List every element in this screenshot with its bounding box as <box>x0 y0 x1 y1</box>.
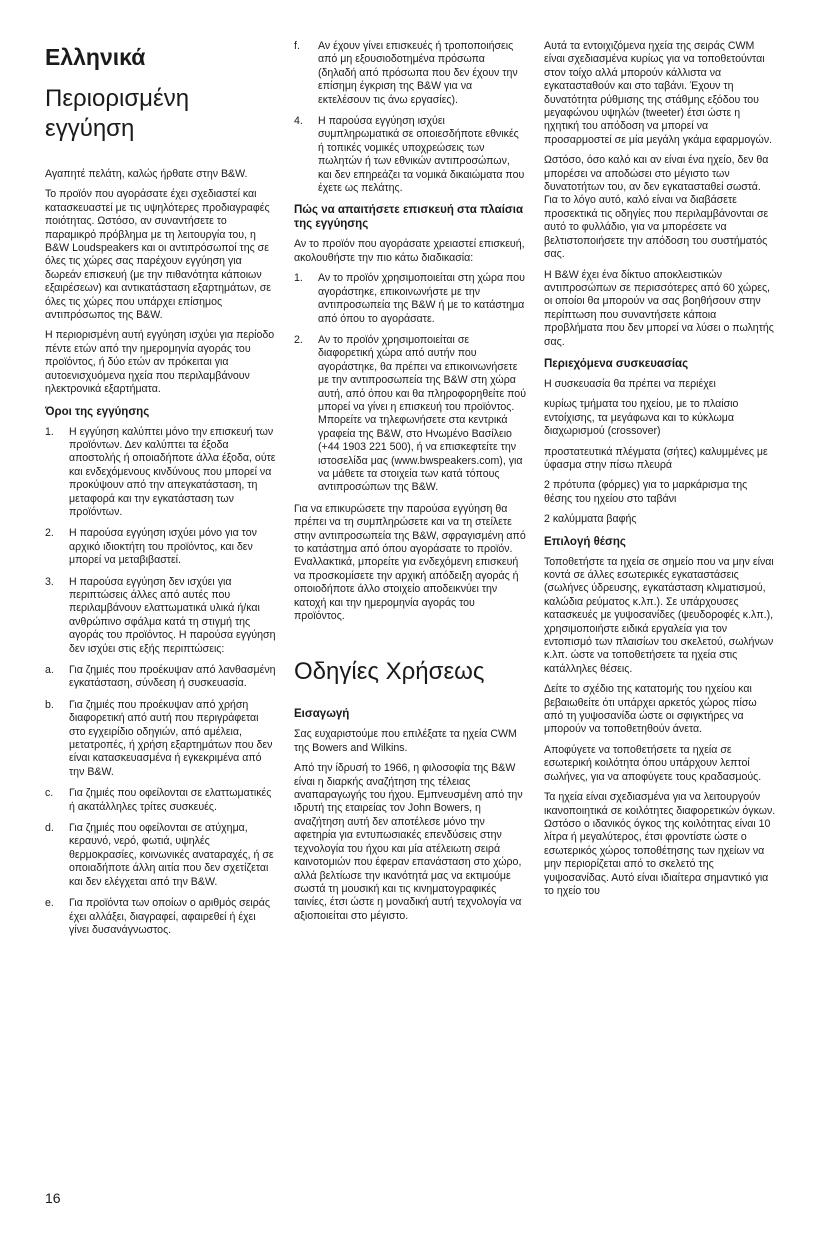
claim-steps <box>294 272 526 495</box>
paragraph: κυρίως τμήματα του ηχείου, με το πλαίσιο εντοίχισης, τα μεγάφωνα και το κύκλωμα διαχωρισμού (crossover) <box>544 398 739 438</box>
list-text: Αν το προϊόν χρησιμοποιείται σε διαφορετική χώρα από αυτήν που αγοράστηκε, θα πρέπει να επικοινωνήσετε με την αντιπροσωπεία της B&W στη χώρα αυτή, από όπου και θα πληροφορηθείτε πού μπορεί να γίνει η επισκευή του προϊόντος. Μπορείτε να τηλεφωνήσετε στα κεντρικά γραφεία της B&W, στο Ηνωμένο Βασίλειο (+44 1903 221 500), ή να επισκεφτείτε την ιστοσελίδα μας (www.bwspeakers.com), για να μάθετε τα στοιχεία των κατά τόπους αντιπροσώπων της B&W. <box>318 333 526 494</box>
list-item <box>294 115 526 195</box>
list-item <box>45 822 277 889</box>
column-3 <box>544 40 776 905</box>
terms-heading: Όροι της εγγύησης <box>45 405 150 418</box>
list-text: Η παρούσα εγγύηση ισχύει συμπληρωματικά σε οποιεσδήποτε εθνικές ή τοπικές νομικές υποχρεώσεις των πωλητών ή των εθνικών αντιπροσώπων, και δεν επηρεάζει τα νομικά δικαιώματα που έχετε ως πελάτης. <box>318 115 525 195</box>
paragraph: Τα ηχεία είναι σχεδιασμένα για να λειτουργούν ικανοποιητικά σε κοιλότητες διαφορετικών όγκων. Ωστόσο ο ιδανικός όγκος της κοιλότητας είναι 10 λίτρα ή μεγαλύτερος, έτσι φροντίστε ώστε ο εσωτερικός χώρος τοποθέτησης των ηχείων να μην περιορίζεται από το σκελετό της γυψοσανίδας. Αυτό είναι ιδιαίτερα σημαντικό για το ηχείο του <box>544 791 776 897</box>
list-item <box>294 272 526 326</box>
list-text: Η εγγύηση καλύπτει μόνο την επισκευή των προϊόντων. Δεν καλύπτει τα έξοδα αποστολής ή οποιαδήποτε άλλα έξοδα, ούτε και ενδεχόμενους κινδύνους που μπορεί να προκύψουν από την απεγκατάσταση, τη μεταφορά και την εγκατάσταση των προϊόντων. <box>69 425 276 518</box>
list-item <box>45 576 277 656</box>
list-marker: a. <box>45 664 54 676</box>
list-text: Για ζημιές που οφείλονται σε ελαττωματικές ή ακατάλληλες τρίτες συσκευές. <box>69 787 272 813</box>
list-marker: e. <box>45 897 54 910</box>
list-text: Αν έχουν γίνει επισκευές ή τροποποιήσεις από μη εξουσιοδοτημένα πρόσωπα (δηλαδή από πρόσωπα που δεν έχουν την επίσημη έγκριση της B&W για να εκτελέσουν τις άνω εργασίες). <box>318 40 518 106</box>
list-item <box>294 334 526 495</box>
list-item <box>45 699 277 779</box>
paragraph: Τοποθετήστε τα ηχεία σε σημείο που να μην είναι κοντά σε άλλες εσωτερικές εγκαταστάσεις (σωλήνες ύδρευσης, εγκατάσταση κλιματισμού, καλώδια ρεύματος κ.λπ.). Σε υπάρχουσες κατασκευές με γυψοσανίδες (ψευδοροφές κ.λπ.), χρησιμοποιήστε ειδικά εργαλεία για τον εντοπισμό των πλαισίων του σκελετού, σωλήνων κ.λπ. ώστε να τοποθετήσετε τα ηχεία στις κατάλληλες θέσεις. <box>544 555 774 675</box>
list-text: Η παρούσα εγγύηση ισχύει μόνο για τον αρχικό ιδιοκτήτη του προϊόντος, και δεν μπορεί να μεταβιβαστεί. <box>69 527 257 567</box>
list-marker: c. <box>45 787 54 800</box>
column-2 <box>294 40 526 930</box>
language-heading: Ελληνικά <box>45 44 146 70</box>
paragraph: Αποφύγετε να τοποθετήσετε τα ηχεία σε εσωτερική κοιλότητα όπου υπάρχουν λεπτοί σωλήνες, για να αποφύγετε τους κραδασμούς. <box>544 743 762 783</box>
list-text: Για ζημιές που οφείλονται σε ατύχημα, κεραυνό, νερό, φωτιά, υψηλές θερμοκρασίες, κοινωνικές αναταραχές, ή σε οποιαδήποτε άλλη αιτία που δεν σχετίζεται και δεν ελέγχεται από την B&W. <box>69 822 274 888</box>
list-item <box>45 664 277 691</box>
paragraph: Για να επικυρώσετε την παρούσα εγγύηση θα πρέπει να τη συμπληρώσετε και να τη στείλετε στην αντιπροσωπεία της B&W, σφραγισμένη από το κατάστημα από όπου αγοράσατε το προϊόν. Εναλλακτικά, μπορείτε για ενδεχόμενη επισκευή να προσκομίσετε την αρχική απόδειξη αγοράς ή οποιοδήποτε άλλο στοιχείο αποδεικνύει την κατοχή και την ημερομηνία αγοράς του προϊόντος. <box>294 502 526 623</box>
warranty-title: Περιορισμένη εγγύηση <box>45 85 190 142</box>
intro-heading: Εισαγωγή <box>294 708 350 721</box>
list-item <box>45 426 277 520</box>
paragraph: Δείτε το σχέδιο της κατατομής του ηχείου και βεβαιωθείτε ότι υπάρχει αρκετός χώρος πίσω από τη γυψοσανίδα ώστε οι σφιγκτήρες να μπορούν να τοποθετηθούν άνετα. <box>544 683 757 736</box>
list-text: Για ζημιές που προέκυψαν από χρήση διαφορετική από αυτή που περιγράφεται στο εγχειρίδιο οδηγιών, από αμέλεια, μετατροπές, ή χρήση εξαρτημάτων που δεν είναι κατασκευασμένα ή εγκεκριμένα από την B&W. <box>69 698 273 778</box>
list-item <box>294 40 526 107</box>
paragraph: Η συσκευασία θα πρέπει να περιέχει <box>544 377 716 390</box>
list-marker: 1. <box>45 425 54 438</box>
paragraph: Η περιορισμένη αυτή εγγύηση ισχύει για περίοδο πέντε ετών από την ημερομηνία αγοράς του προϊόντος, ή δύο ετών αν πρόκειται για αυτοενισχυόμενα ηχεία που περιλαμβάνουν ηλεκτρονικά εξαρτήματα. <box>45 329 275 396</box>
paragraph: Σας ευχαριστούμε που επιλέξατε τα ηχεία CWM της Bowers and Wilkins. <box>294 728 517 754</box>
list-marker: 4. <box>294 115 303 128</box>
list-text: Για προϊόντα των οποίων ο αριθμός σειράς έχει αλλάξει, διαγραφεί, αφαιρεθεί ή έχει γίνει δυσανάγνωστος. <box>69 897 271 936</box>
paragraph: 2 καλύμματα βαφής <box>544 513 637 526</box>
paragraph: Αγαπητέ πελάτη, καλώς ήρθατε στην B&W. <box>45 168 248 180</box>
list-marker: b. <box>45 698 54 711</box>
list-marker: f. <box>294 40 300 52</box>
paragraph: Αυτά τα εντοιχιζόμενα ηχεία της σειράς CWM είναι σχεδιασμένα κυρίως για να τοποθετούνται στον τοίχο αλλά μπορούν κάλλιστα να εγκατασταθούν και στο ταβάνι. Έχουν τη δυνατότητα ρύθμισης της στάθμης εξόδου του μεγαφώνου υψηλών (tweeter) έτσι ώστε η ηχητική του απόδοση να μπορεί να προσαρμοστεί σε μία μεγάλη γκάμα εφαρμογών. <box>544 40 773 146</box>
claim-heading: Πώς να απαιτήσετε επισκευή στα πλαίσια της εγγύησης <box>294 204 524 231</box>
paragraph: προστατευτικά πλέγματα (σήτες) καλυμμένες με ύφασμα στην πίσω πλευρά <box>544 445 768 471</box>
list-text: Η παρούσα εγγύηση δεν ισχύει για περιπτώσεις άλλες από αυτές που περιλαμβάνουν ελαττωματικά υλικά ή/και ανθρώπινο σφάλμα κατά τη στιγμή της αγοράς του προϊόντος. Η παρούσα εγγύηση δεν ισχύει στις εξής περιπτώσεις: <box>69 575 276 655</box>
contents-heading: Περιεχόμενα συσκευασίας <box>544 357 689 370</box>
list-item <box>45 897 277 937</box>
column-1 <box>45 40 277 945</box>
list-marker: 3. <box>45 575 54 588</box>
page-number: 16 <box>45 1190 61 1206</box>
list-text: Αν το προϊόν χρησιμοποιείται στη χώρα που αγοράστηκε, επικοινωνήστε με την αντιπροσωπεία της B&W ή με το κατάστημα από όπου το αγοράσατε. <box>318 272 525 325</box>
paragraph: 2 πρότυπα (φόρμες) για το μαρκάρισμα της θέσης του ηχείου στο ταβάνι <box>544 479 748 505</box>
paragraph: Ωστόσο, όσο καλό και αν είναι ένα ηχείο, δεν θα μπορέσει να αποδώσει στο μέγιστο των δυνατοτήτων του, αν δεν εγκατασταθεί σωστά. Για το λόγο αυτό, καλό είναι να διαβάσετε προσεκτικά τις οδηγίες που περιλαμβάνονται σε αυτό το φυλλάδιο, για να μπορέσετε να βελτιστοποιήσετε την απόδοση του συστήματός σας. <box>544 154 769 261</box>
list-item <box>45 787 277 814</box>
paragraph: Από την ίδρυσή το 1966, η φιλοσοφία της B&W είναι η διαρκής αναζήτηση της τέλειας αναπαραγωγής του ήχου. Εμπνευσμένη από την ιδρυτή της εταιρείας τον John Bowers, η αναζήτηση αυτή δεν αποτέλεσε μόνο την αφετηρία για εντυπωσιακές επενδύσεις στην τεχνολογία του ήχου και μία ατέλειωτη σειρά καινοτομιών που έφεραν επανάσταση στο χώρο, αλλά βελτίωσε την ικανότητά μας να εκτιμούμε σωστά τη μουσική και τις κινηματογραφικές ταινίες, έτσι ώστε η μοναδική αυτή τεχνολογία να αξιοποιείται στο μέγιστο. <box>294 762 523 922</box>
list-marker: 2. <box>45 527 54 540</box>
terms-list <box>45 426 277 938</box>
list-item <box>45 527 277 567</box>
manual-title: Οδηγίες Χρήσεως <box>294 658 485 686</box>
list-marker: d. <box>45 822 54 835</box>
paragraph: Το προϊόν που αγοράσατε έχει σχεδιαστεί και κατασκευαστεί με τις υψηλότερες προδιαγραφές ποιότητας. Ωστόσο, αν συναντήσετε το παραμικρό πρόβλημα με τη λειτουργία του, η B&W Loudspeakers και οι αντιπρόσωποί της σε όλες τις χώρες σας παρέχουν εγγύηση για δωρεάν επισκευή (με την πιθανότητα κάποιων εξαιρέσεων) και αντικατάσταση εξαρτημάτων, σε όλες τις χώρες που υπάρχει επίσημος αντιπρόσωπος της B&W. <box>45 188 272 322</box>
list-marker: 1. <box>294 272 303 285</box>
position-heading: Επιλογή θέσης <box>544 535 626 548</box>
terms-list-continued <box>294 40 526 195</box>
list-marker: 2. <box>294 333 303 346</box>
paragraph: Η B&W έχει ένα δίκτυο αποκλειστικών αντιπροσώπων σε περισσότερες από 60 χώρες, οι οποίοι θα μπορούν να σας βοηθήσουν στην περίπτωση που συναντήσετε κάποια προβλήματα που δεν μπορεί να λύσει ο πωλητής σας. <box>544 268 774 348</box>
list-text: Για ζημιές που προέκυψαν από λανθασμένη εγκατάσταση, σύνδεση ή συσκευασία. <box>69 664 276 690</box>
paragraph: Αν το προϊόν που αγοράσατε χρειαστεί επισκευή, ακολουθήστε την πιο κάτω διαδικασία: <box>294 238 525 264</box>
